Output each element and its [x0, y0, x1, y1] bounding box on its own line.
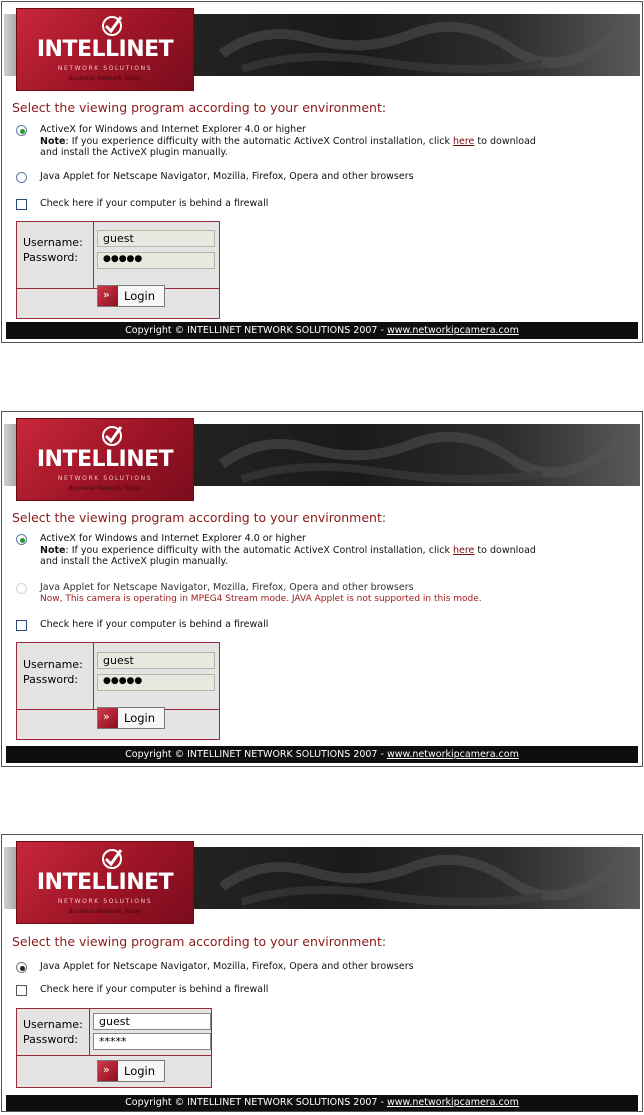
activex-note-line2: and install the ActiveX plugin manually.	[40, 147, 228, 158]
java-label: Java Applet for Netscape Navigator, Mozilla, Firefox, Opera and other browsers	[40, 171, 414, 182]
header	[2, 835, 642, 923]
firewall-checkbox[interactable]	[16, 199, 27, 210]
footer	[6, 746, 638, 763]
login-arrow-icon	[98, 708, 118, 728]
username-input[interactable]: guest	[97, 652, 215, 669]
java-warning: Now, This camera is operating in MPEG4 Stream mode. JAVA Applet is not supported in this mode.	[40, 593, 482, 604]
java-radio[interactable]	[16, 172, 27, 183]
header	[2, 412, 642, 500]
java-label: Java Applet for Netscape Navigator, Mozilla, Firefox, Opera and other browsers	[40, 582, 414, 593]
logo-tagline: Business Network Today	[68, 485, 142, 492]
login-button[interactable]: » Login	[97, 707, 165, 729]
world-map-graphic	[182, 424, 642, 486]
password-input[interactable]: ●●●●●	[97, 252, 215, 269]
login-arrow-icon	[98, 286, 118, 306]
activex-radio[interactable]	[16, 534, 27, 545]
screenshot-panel-2	[1, 411, 643, 767]
screenshot-panel-1	[1, 1, 643, 343]
page-heading: Select the viewing program according to your environment:	[12, 100, 387, 115]
logo-subtitle: NETWORK SOLUTIONS	[57, 475, 153, 482]
page-heading: Select the viewing program according to your environment:	[12, 934, 387, 949]
logo-check-icon	[101, 425, 123, 447]
logo-tagline: Business Network Today	[68, 908, 142, 915]
username-label: Username:	[23, 236, 83, 249]
java-radio[interactable]	[16, 962, 27, 973]
java-label: Java Applet for Netscape Navigator, Mozilla, Firefox, Opera and other browsers	[40, 961, 414, 972]
username-label: Username:	[23, 658, 83, 671]
firewall-checkbox[interactable]	[16, 620, 27, 631]
activex-radio[interactable]	[16, 125, 27, 136]
login-button[interactable]: » Login	[97, 1060, 165, 1082]
footer	[6, 1095, 638, 1111]
logo-subtitle: NETWORK SOLUTIONS	[57, 898, 153, 905]
activex-here-link[interactable]: here	[452, 544, 475, 556]
java-radio-disabled	[16, 583, 27, 594]
footer-copyright: Copyright © INTELLINET NETWORK SOLUTIONS 2007 -	[125, 1097, 387, 1108]
activex-label: ActiveX for Windows and Internet Explorer 4.0 or higher	[40, 124, 306, 135]
password-label: Password:	[23, 251, 79, 264]
intellinet-logo	[16, 418, 194, 501]
password-label: Password:	[23, 673, 79, 686]
world-map-graphic	[182, 847, 642, 909]
footer-link[interactable]: www.networkipcamera.com	[386, 1097, 519, 1108]
logo-wordmark: INTELLINET	[36, 870, 174, 895]
intellinet-logo	[16, 8, 194, 91]
page-heading: Select the viewing program according to your environment:	[12, 510, 387, 525]
footer-copyright: Copyright © INTELLINET NETWORK SOLUTIONS 2007 -	[125, 325, 387, 336]
footer	[6, 322, 638, 339]
footer-link[interactable]: www.networkipcamera.com	[386, 325, 519, 336]
firewall-label: Check here if your computer is behind a firewall	[40, 619, 269, 630]
password-input[interactable]: *****	[93, 1033, 211, 1050]
login-arrow-icon	[98, 1061, 118, 1081]
login-button[interactable]: » Login	[97, 285, 165, 307]
activex-note: Note: If you experience difficulty with the automatic ActiveX Control installation, click here to download	[40, 544, 536, 556]
header	[2, 2, 642, 90]
activex-note-line2: and install the ActiveX plugin manually.	[40, 556, 228, 567]
activex-note: Note: If you experience difficulty with the automatic ActiveX Control installation, click here to download	[40, 135, 536, 147]
password-label: Password:	[23, 1033, 79, 1046]
logo-wordmark: INTELLINET	[36, 447, 174, 472]
login-box	[16, 1008, 212, 1088]
activex-label: ActiveX for Windows and Internet Explorer 4.0 or higher	[40, 533, 306, 544]
username-label: Username:	[23, 1018, 83, 1031]
footer-link[interactable]: www.networkipcamera.com	[386, 749, 519, 760]
login-box	[16, 221, 220, 319]
world-map-graphic	[182, 14, 642, 76]
username-input[interactable]: guest	[97, 230, 215, 247]
password-input[interactable]: ●●●●●	[97, 674, 215, 691]
username-input[interactable]: guest	[93, 1013, 211, 1030]
logo-subtitle: NETWORK SOLUTIONS	[57, 65, 153, 72]
activex-here-link[interactable]: here	[452, 135, 475, 147]
firewall-label: Check here if your computer is behind a firewall	[40, 198, 269, 209]
firewall-checkbox[interactable]	[16, 985, 27, 996]
logo-check-icon	[101, 15, 123, 37]
intellinet-logo	[16, 841, 194, 924]
logo-check-icon	[101, 848, 123, 870]
screenshot-panel-3	[1, 834, 643, 1112]
logo-wordmark: INTELLINET	[36, 37, 174, 62]
firewall-label: Check here if your computer is behind a firewall	[40, 984, 269, 995]
login-box	[16, 642, 220, 740]
logo-tagline: Business Network Today	[68, 75, 142, 82]
footer-copyright: Copyright © INTELLINET NETWORK SOLUTIONS 2007 -	[125, 749, 387, 760]
